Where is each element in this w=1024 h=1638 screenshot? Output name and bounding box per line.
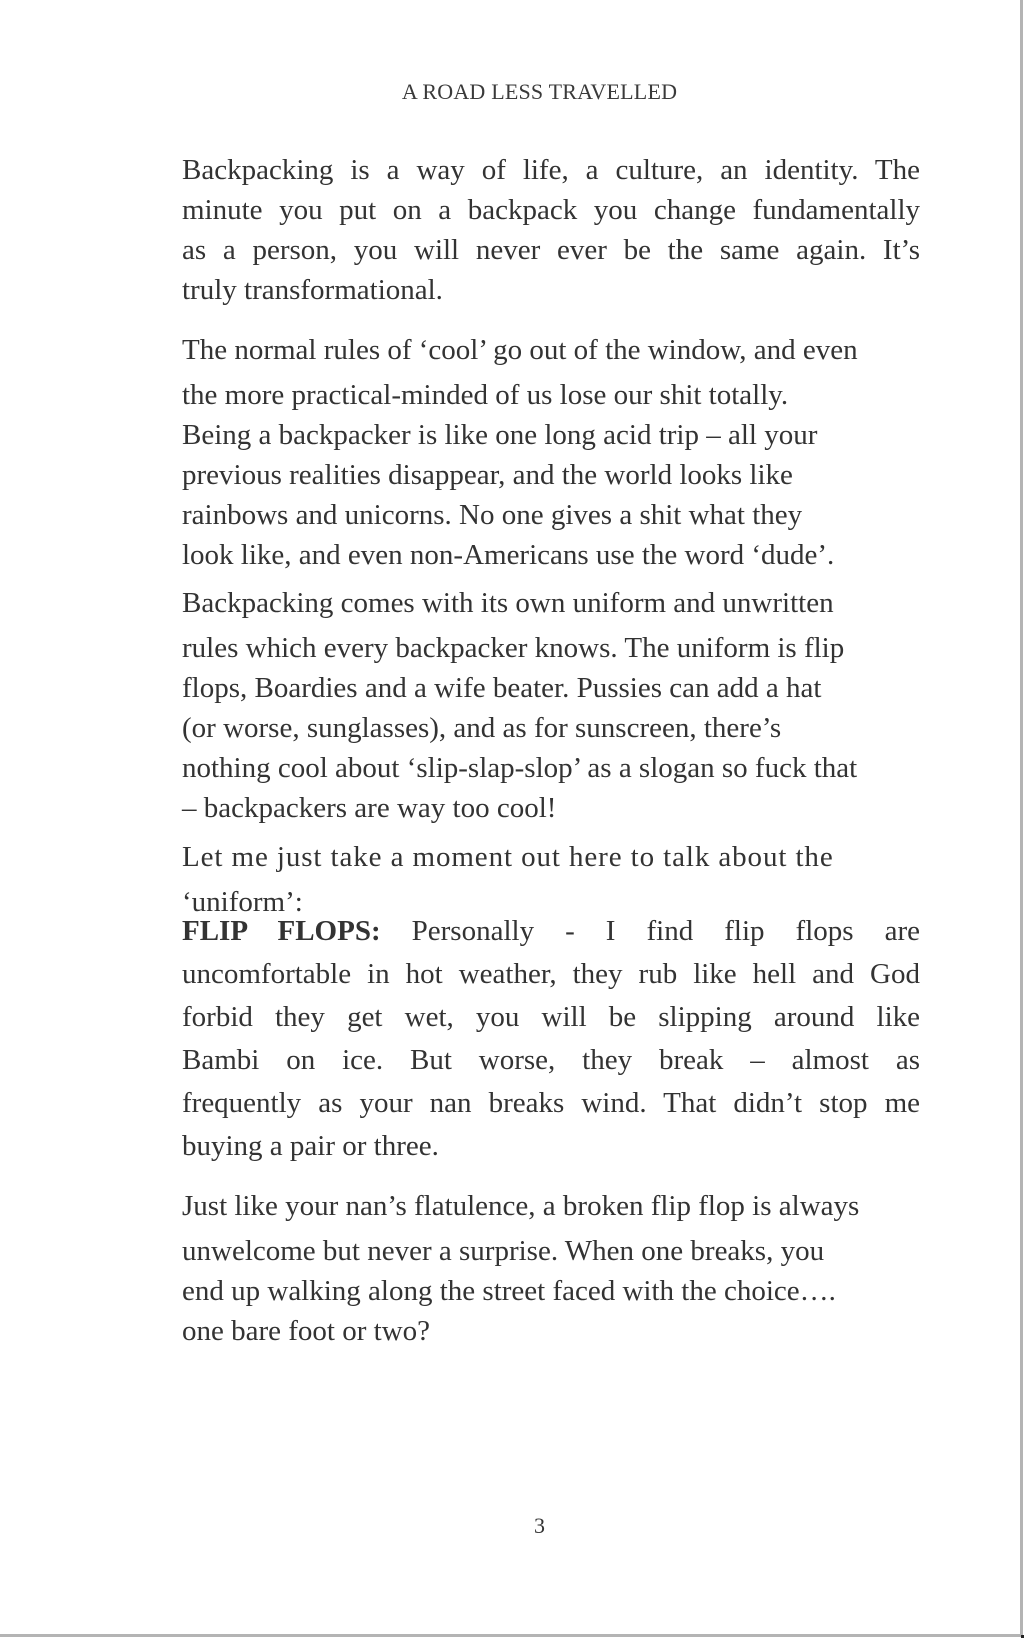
text-line: Backpacking is a way of life, a culture, an identity. The	[182, 154, 920, 186]
text-line: ‘uniform’:	[182, 886, 303, 918]
section-label: FLIP FLOPS:	[182, 915, 381, 947]
text-line: look like, and even non-Americans use the word ‘dude’.	[182, 539, 835, 571]
text-line: end up walking along the street faced with the choice….	[182, 1275, 836, 1307]
text-line: – backpackers are way too cool!	[182, 792, 557, 824]
text-line: truly transformational.	[182, 274, 443, 306]
text-line: Let me just take a moment out here to talk about the	[182, 841, 834, 873]
text-line: buying a pair or three.	[182, 1130, 439, 1162]
text-line: nothing cool about ‘slip-slap-slop’ as a slogan so fuck that	[182, 752, 858, 784]
text-line: rules which every backpacker knows. The uniform is flip	[182, 632, 845, 664]
text-line: Just like your nan’s flatulence, a broken flip flop is always	[182, 1190, 860, 1222]
text-line: the more practical-minded of us lose our shit totally.	[182, 379, 789, 411]
text-line: as a person, you will never ever be the same again. It’s	[182, 234, 920, 266]
text-line: unwelcome but never a surprise. When one breaks, you	[182, 1235, 825, 1267]
text-line: Bambi on ice. But worse, they break – almost as	[182, 1044, 920, 1076]
text-line: rainbows and unicorns. No one gives a shit what they	[182, 499, 803, 531]
running-head: A ROAD LESS TRAVELLED	[401, 79, 678, 104]
text-line: frequently as your nan breaks wind. That didn’t stop me	[182, 1087, 920, 1119]
text-line	[182, 914, 920, 948]
text-line: forbid they get wet, you will be slipping around like	[182, 1001, 920, 1033]
text-line: flops, Boardies and a wife beater. Pussies can add a hat	[182, 672, 822, 704]
text-line: previous realities disappear, and the world looks like	[182, 459, 793, 491]
text-line: one bare foot or two?	[182, 1315, 431, 1347]
text-line: (or worse, sunglasses), and as for sunscreen, there’s	[182, 712, 782, 744]
text-span: Personally - I find flip flops are	[380, 915, 920, 947]
page-number: 3	[534, 1513, 545, 1538]
text-line: Being a backpacker is like one long acid trip – all your	[182, 419, 818, 451]
text-line: The normal rules of ‘cool’ go out of the window, and even	[182, 334, 858, 366]
text-line: minute you put on a backpack you change fundamentally	[182, 194, 920, 226]
text-line: uncomfortable in hot weather, they rub like hell and God	[182, 958, 920, 990]
text-line: Backpacking comes with its own uniform and unwritten	[182, 587, 834, 619]
